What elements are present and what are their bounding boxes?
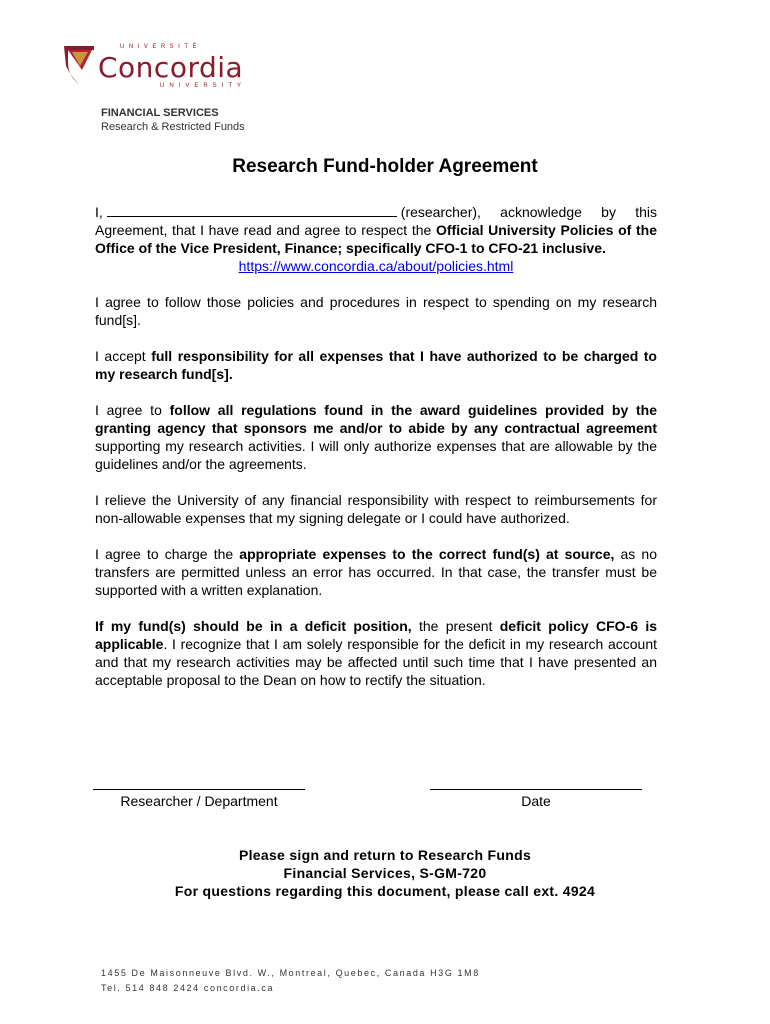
department-header xyxy=(101,107,245,133)
researcher-signature-block xyxy=(93,789,305,809)
date-signature-label: Date xyxy=(521,793,551,809)
paragraph-relief: I relieve the University of any financial responsibility with respect to reimbursements for non-allowable expenses that my signing delegate or I could have authorized. xyxy=(95,492,657,526)
paragraph-charges: I agree to charge the appropriate expenses to the correct fund(s) at source, as no transfers are permitted unless an error has occurred. In that case, the transfer must be supported with a written explanation. xyxy=(95,546,658,598)
date-signature-block xyxy=(430,789,642,809)
department-name: FINANCIAL SERVICES xyxy=(101,107,219,119)
footer xyxy=(101,966,480,996)
para1-text: (researcher), acknowledge by this Agreement, that I have read and agree to respect the xyxy=(95,204,657,238)
agreement-body xyxy=(95,202,657,707)
date-signature-line[interactable] xyxy=(430,789,642,790)
paragraph-policies: I agree to follow those policies and procedures in respect to spending on my research fund[s]. xyxy=(95,294,657,328)
department-unit: Research & Restricted Funds xyxy=(101,121,245,133)
return-line-2: Financial Services, S-GM-720 xyxy=(283,865,487,881)
policies-link[interactable]: https://www.concordia.ca/about/policies.html xyxy=(238,258,514,274)
shield-icon xyxy=(62,44,96,88)
researcher-signature-label: Researcher / Department xyxy=(120,793,278,809)
page-title: Research Fund-holder Agreement xyxy=(232,156,538,177)
logo-top-word: UNIVERSITÉ xyxy=(120,44,202,50)
return-line-3: For questions regarding this document, please call ext. 4924 xyxy=(174,883,596,899)
paragraph-acknowledgement xyxy=(95,202,657,257)
footer-address: 1455 De Maisonneuve Blvd. W., Montreal, Quebec, Canada H3G 1M8 xyxy=(101,968,480,978)
researcher-name-field[interactable] xyxy=(107,202,397,217)
paragraph-responsibility: I accept full responsibility for all expenses that I have authorized to be charged to my research fund[s]. xyxy=(95,348,657,382)
para1-bold: Official University Policies of the Office of the Vice President, Finance; specifically CFO-1 to CFO-21 inclusive. xyxy=(95,222,657,256)
para1-prefix: I, xyxy=(95,204,103,220)
researcher-signature-line[interactable] xyxy=(93,789,305,790)
return-instructions xyxy=(0,846,770,900)
paragraph-deficit: If my fund(s) should be in a deficit position, the present deficit policy CFO-6 is applicable. I recognize that I am solely responsible for the deficit in my research account and that my research activities may be affected until such time that I have presented an acceptable proposal to the Dean on how to rectify the situation. xyxy=(95,618,658,688)
concordia-logo xyxy=(62,42,262,94)
logo-bottom-word: UNIVERSITY xyxy=(160,83,247,89)
return-line-1: Please sign and return to Research Funds xyxy=(238,847,532,863)
paragraph-regulations: I agree to follow all regulations found in the award guidelines provided by the granting agency that sponsors me and/or to abide by any contractual agreement supporting my research activities. I will only authorize expenses that are allowable by the guidelines and/or the agreements. xyxy=(95,402,657,472)
logo-name: Concordia xyxy=(98,51,244,84)
footer-contact: Tel. 514 848 2424 concordia.ca xyxy=(101,983,275,993)
